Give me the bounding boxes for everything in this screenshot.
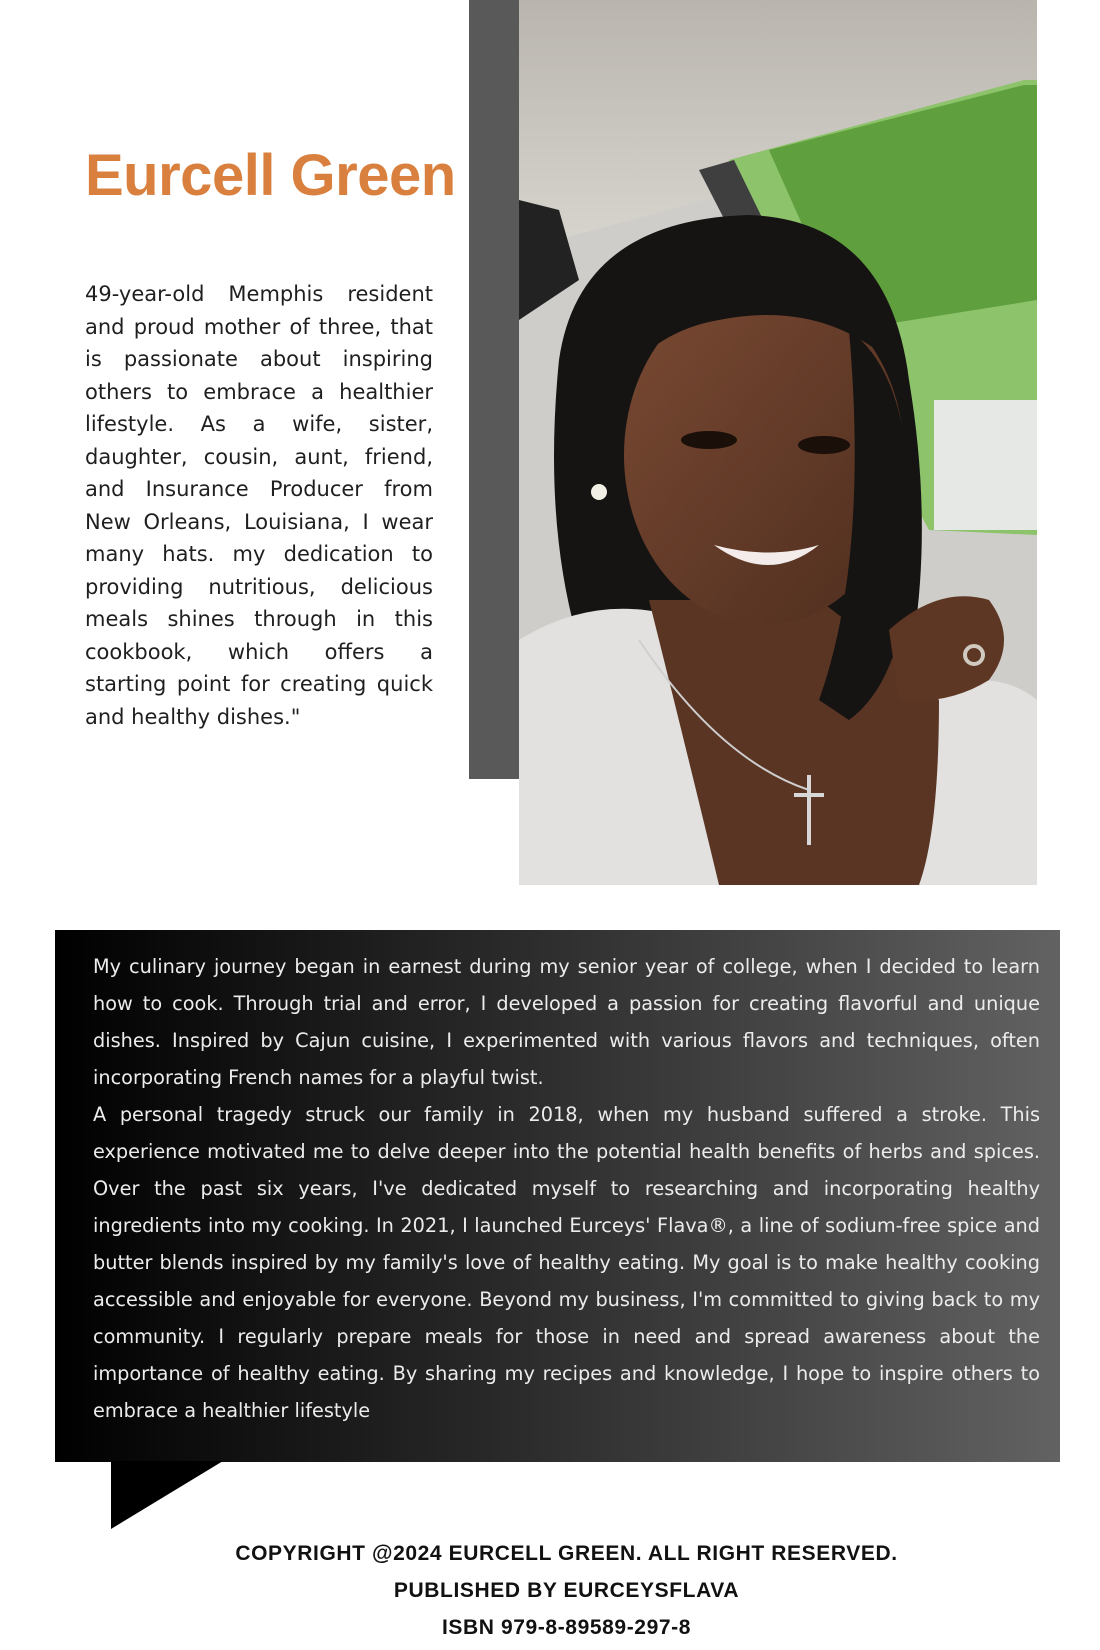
footer	[0, 1535, 1100, 1646]
author-photo	[519, 0, 1037, 885]
story-panel	[55, 930, 1060, 1462]
speech-bubble-tail	[111, 1461, 223, 1529]
story-paragraph-2: A personal tragedy struck our family in 2018, when my husband suffered a stroke. This experience motivated me to delve deeper into the potential health benefits of herbs and spices. Over the past six years, I've dedicated myself to researching and incorporating healthy ingredients into my cooking. In 2021, I launched Eurceys' Flava®, a line of sodium-free spice and butter blends inspired by my family's love of healthy eating. My goal is to make healthy cooking accessible and enjoyable for everyone. Beyond my business, I'm committed to giving back to my community. I regularly prepare meals for those in need and spread awareness about the importance of healthy eating. By sharing my recipes and knowledge, I hope to inspire others to embrace a healthier lifestyle	[93, 1103, 1040, 1422]
decorative-gray-bar	[469, 0, 519, 779]
publisher-line: PUBLISHED BY EURCEYSFLAVA	[393, 1579, 740, 1602]
story-text	[93, 948, 1040, 1429]
copyright-line: COPYRIGHT @2024 EURCELL GREEN. ALL RIGHT RESERVED.	[235, 1542, 898, 1565]
author-photo-illustration	[519, 0, 1037, 885]
author-name: Eurcell Green	[85, 143, 456, 208]
author-intro: 49-year-old Memphis resident and proud mother of three, that is passionate about inspiring others to embrace a healthier lifestyle. As a wife, sister, daughter, cousin, aunt, friend, and Insurance Producer from New Orleans, Louisiana, I wear many hats. my dedication to providing nutritious, delicious meals shines through in this cookbook, which offers a starting point for creating quick and healthy dishes."	[85, 282, 433, 729]
story-paragraph-1: My culinary journey began in earnest during my senior year of college, when I decided to learn how to cook. Through trial and error, I developed a passion for creating flavorful and unique dishes. Inspired by Cajun cuisine, I experimented with various flavors and techniques, often incorporating French names for a playful twist.	[93, 955, 1040, 1089]
isbn-line: ISBN 979-8-89589-297-8	[441, 1616, 691, 1639]
